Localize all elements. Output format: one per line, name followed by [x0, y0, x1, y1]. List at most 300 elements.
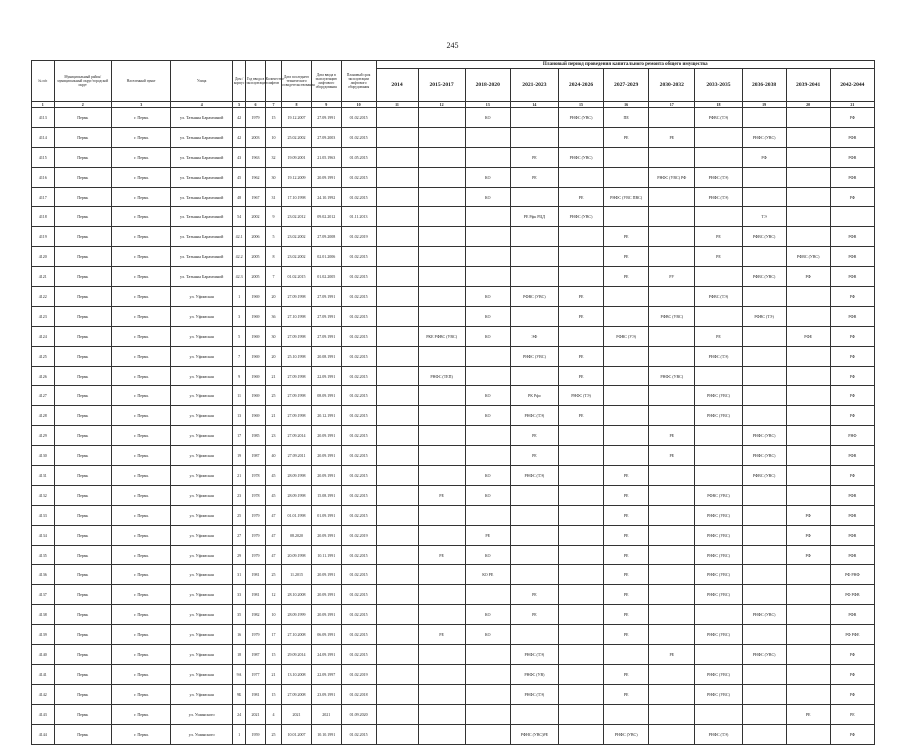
date-commission-cell: 02.01.2006 — [311, 247, 341, 267]
district-cell: Пермь — [54, 287, 111, 307]
street-cell: ул. Уфимская — [171, 565, 233, 585]
period-end-cell: 01.05.2015 — [341, 147, 376, 167]
period-cell — [786, 287, 830, 307]
period-cell — [418, 306, 465, 326]
date-commission-cell: 24.09.1991 — [311, 645, 341, 665]
period-cell — [418, 108, 465, 128]
district-cell: Пермь — [54, 645, 111, 665]
date-commission-cell: 21.05.1963 — [311, 147, 341, 167]
street-cell: ул. Уфимская — [171, 426, 233, 446]
street-cell: ул. Татьяны Барамзиной — [171, 167, 233, 187]
district-cell: Пермь — [54, 108, 111, 128]
period-cell: РЕ — [604, 505, 649, 525]
period-cell: РФ — [830, 326, 874, 346]
period-cell: РФВ — [830, 446, 874, 466]
period-cell — [604, 287, 649, 307]
header-year-built: Год ввода в эксплуатацию — [246, 61, 265, 102]
period-cell: РНФС (УВС) — [695, 545, 742, 565]
period-cell: РФ — [830, 406, 874, 426]
period-cell — [376, 366, 418, 386]
locality-cell: г. Пермь — [111, 645, 170, 665]
year-built-cell: 1979 — [246, 108, 265, 128]
table-row — [32, 207, 875, 227]
district-cell: Пермь — [54, 446, 111, 466]
period-end-cell: 01.02.2015 — [341, 625, 376, 645]
date-commission-cell: 27.09.1991 — [311, 108, 341, 128]
period-cell — [604, 645, 649, 665]
period-cell — [510, 485, 558, 505]
period-cell: РНФС (УВС) — [742, 446, 786, 466]
header-year-period: 2027-2029 — [604, 69, 649, 102]
district-cell: Пермь — [54, 127, 111, 147]
period-cell: РНФС (ТЭ) — [695, 167, 742, 187]
period-cell — [418, 585, 465, 605]
date-commission-cell: 20.09.1991 — [311, 446, 341, 466]
period-cell: РФ — [830, 187, 874, 207]
period-cell — [649, 605, 695, 625]
period-cell: РНФС (УВС) — [742, 645, 786, 665]
locality-cell: г. Пермь — [111, 287, 170, 307]
period-cell — [742, 485, 786, 505]
locality-cell: г. Пермь — [111, 167, 170, 187]
period-cell — [465, 346, 510, 366]
locality-cell: г. Пермь — [111, 127, 170, 147]
district-cell: Пермь — [54, 306, 111, 326]
table-row — [32, 306, 875, 326]
column-number: 17 — [649, 102, 695, 108]
period-cell: РЕ — [604, 605, 649, 625]
header-date-inspection: Дата последнего технического освидетельствования — [282, 61, 312, 102]
row-number: 4135 — [32, 545, 55, 565]
date-commission-cell: 23.09.1991 — [311, 684, 341, 704]
table-row — [32, 724, 875, 744]
period-cell: РФ — [830, 724, 874, 744]
period-end-cell: 01.02.2015 — [341, 386, 376, 406]
street-cell: ул. Татьяны Барамзиной — [171, 267, 233, 287]
street-cell: ул. Уфимская — [171, 505, 233, 525]
district-cell: Пермь — [54, 605, 111, 625]
period-cell — [559, 267, 604, 287]
elevator-count-cell: 15 — [265, 684, 281, 704]
locality-cell: г. Пермь — [111, 207, 170, 227]
period-cell: РНФС (УВС) — [559, 147, 604, 167]
table-row — [32, 187, 875, 207]
header-year-period: 2039-2041 — [786, 69, 830, 102]
district-cell: Пермь — [54, 366, 111, 386]
period-cell — [604, 426, 649, 446]
period-cell — [786, 147, 830, 167]
date-inspection-cell: 27.09.1998 — [282, 326, 312, 346]
period-cell — [786, 366, 830, 386]
column-number: 1 — [32, 102, 55, 108]
period-cell — [418, 386, 465, 406]
period-cell: РФВС (УВС) — [742, 466, 786, 486]
period-cell — [376, 127, 418, 147]
header-period-title: Плановый период проведения капитального ремонта общего имущества — [376, 61, 875, 69]
period-cell — [376, 287, 418, 307]
year-built-cell: 1981 — [246, 585, 265, 605]
period-cell — [742, 545, 786, 565]
period-cell — [649, 704, 695, 724]
period-cell — [418, 287, 465, 307]
period-cell — [418, 466, 465, 486]
period-cell — [649, 585, 695, 605]
period-cell — [559, 605, 604, 625]
period-cell: РЕ — [510, 446, 558, 466]
table-row — [32, 684, 875, 704]
period-cell: РНФС (УВС) — [559, 108, 604, 128]
row-number: 4141 — [32, 664, 55, 684]
locality-cell: г. Пермь — [111, 386, 170, 406]
house-cell: 31 — [232, 565, 245, 585]
header-elevator-count: Количество лифтов — [265, 61, 281, 102]
period-cell — [786, 127, 830, 147]
period-cell: РФ РФЕ — [830, 625, 874, 645]
house-cell: 17 — [232, 426, 245, 446]
period-cell — [649, 247, 695, 267]
period-cell — [695, 704, 742, 724]
street-cell: ул. Уфимская — [171, 366, 233, 386]
period-cell — [742, 247, 786, 267]
period-cell — [604, 406, 649, 426]
period-cell — [418, 247, 465, 267]
elevator-count-cell: 25 — [265, 386, 281, 406]
row-number: 4119 — [32, 227, 55, 247]
period-cell — [649, 625, 695, 645]
period-cell — [465, 207, 510, 227]
period-end-cell: 01.02.2015 — [341, 127, 376, 147]
period-cell — [649, 505, 695, 525]
period-cell — [742, 625, 786, 645]
row-number: 4116 — [32, 167, 55, 187]
period-cell — [786, 565, 830, 585]
locality-cell: г. Пермь — [111, 108, 170, 128]
period-cell: КО — [465, 287, 510, 307]
elevator-count-cell: 31 — [265, 187, 281, 207]
period-cell — [649, 187, 695, 207]
table-row — [32, 287, 875, 307]
period-cell: РЕ — [604, 127, 649, 147]
period-cell — [786, 466, 830, 486]
period-cell: РФВ — [830, 167, 874, 187]
period-cell — [376, 625, 418, 645]
header-year-period: 2030-2032 — [649, 69, 695, 102]
period-cell — [376, 406, 418, 426]
period-cell — [604, 147, 649, 167]
house-cell: 1 — [232, 724, 245, 744]
year-built-cell: 1969 — [246, 306, 265, 326]
period-cell — [786, 426, 830, 446]
date-inspection-cell: 28.09.1999 — [282, 605, 312, 625]
period-end-cell: 01.02.2015 — [341, 247, 376, 267]
street-cell: ул. Татьяны Барамзиной — [171, 108, 233, 128]
district-cell: Пермь — [54, 704, 111, 724]
header-row-title — [32, 61, 875, 69]
column-number: 3 — [111, 102, 170, 108]
house-cell: 13 — [232, 406, 245, 426]
row-number: 4132 — [32, 485, 55, 505]
header-street: Улица — [171, 61, 233, 102]
elevator-count-cell: 30 — [265, 326, 281, 346]
period-cell — [742, 187, 786, 207]
period-cell: РУ — [649, 267, 695, 287]
period-cell: РЕ — [649, 446, 695, 466]
period-cell — [376, 426, 418, 446]
period-cell: РНФС (УВС) РФ — [649, 167, 695, 187]
house-cell: 45 — [232, 167, 245, 187]
period-cell — [418, 167, 465, 187]
street-cell: ул. Уфимская — [171, 645, 233, 665]
period-cell — [786, 167, 830, 187]
house-cell: 9 — [232, 366, 245, 386]
table-row — [32, 605, 875, 625]
street-cell: ул. Татьяны Барамзиной — [171, 247, 233, 267]
period-cell — [418, 446, 465, 466]
period-cell: РЕ — [649, 426, 695, 446]
period-cell — [376, 704, 418, 724]
period-cell: РЕ — [604, 585, 649, 605]
date-inspection-cell: 28.10.2008 — [282, 585, 312, 605]
period-cell — [742, 366, 786, 386]
period-cell: РНФС (ТЕП) — [418, 366, 465, 386]
period-cell — [559, 664, 604, 684]
period-cell — [830, 207, 874, 227]
period-cell — [465, 684, 510, 704]
period-cell — [695, 306, 742, 326]
period-cell — [742, 704, 786, 724]
period-cell — [649, 406, 695, 426]
table-row — [32, 664, 875, 684]
district-cell: Пермь — [54, 625, 111, 645]
year-built-cell: 1987 — [246, 645, 265, 665]
period-cell: РФВС (УЭ) — [604, 326, 649, 346]
street-cell: ул. Татьяны Барамзиной — [171, 147, 233, 167]
period-cell: КО — [465, 466, 510, 486]
district-cell: Пермь — [54, 585, 111, 605]
page-number: 245 — [446, 41, 459, 50]
period-cell — [742, 664, 786, 684]
period-cell: РФ — [830, 645, 874, 665]
period-cell: РЕ — [465, 525, 510, 545]
period-end-cell: 01.02.2015 — [341, 406, 376, 426]
district-cell: Пермь — [54, 525, 111, 545]
elevator-count-cell: 17 — [265, 625, 281, 645]
period-cell — [649, 207, 695, 227]
period-cell — [376, 346, 418, 366]
elevator-count-cell: 25 — [265, 724, 281, 744]
period-cell — [742, 724, 786, 744]
period-cell: РФ — [830, 684, 874, 704]
period-cell: РФ — [830, 386, 874, 406]
period-cell: РНФС (УВС) — [695, 585, 742, 605]
period-cell — [376, 585, 418, 605]
locality-cell: г. Пермь — [111, 406, 170, 426]
period-cell — [786, 485, 830, 505]
locality-cell: г. Пермь — [111, 346, 170, 366]
street-cell: ул. Уфимская — [171, 386, 233, 406]
period-cell — [649, 386, 695, 406]
house-cell: 33 — [232, 585, 245, 605]
period-cell — [510, 267, 558, 287]
street-cell: ул. Уфимская — [171, 406, 233, 426]
period-cell — [376, 267, 418, 287]
year-built-cell: 1969 — [246, 326, 265, 346]
period-cell — [695, 207, 742, 227]
period-cell — [742, 406, 786, 426]
period-cell — [510, 704, 558, 724]
house-cell: 42.2 — [232, 247, 245, 267]
row-number: 4117 — [32, 187, 55, 207]
date-inspection-cell: 27.09.1998 — [282, 386, 312, 406]
period-cell — [510, 545, 558, 565]
period-cell: КО — [465, 545, 510, 565]
elevator-count-cell: 32 — [265, 147, 281, 167]
year-built-cell: 1969 — [246, 386, 265, 406]
header-house: Дом / корпус — [232, 61, 245, 102]
period-cell: РЕ — [649, 127, 695, 147]
district-cell: Пермь — [54, 386, 111, 406]
period-cell — [695, 645, 742, 665]
date-commission-cell: 20.09.1991 — [311, 565, 341, 585]
locality-cell: г. Пермь — [111, 267, 170, 287]
period-cell: РЕ — [695, 227, 742, 247]
period-cell — [604, 446, 649, 466]
date-commission-cell: 27.09.1991 — [311, 306, 341, 326]
locality-cell: г. Пермь — [111, 485, 170, 505]
period-cell — [465, 127, 510, 147]
row-number: 4126 — [32, 366, 55, 386]
period-cell: РФВ — [830, 267, 874, 287]
period-cell: РЕ — [604, 466, 649, 486]
period-cell — [649, 326, 695, 346]
header-year-period: 2018-2020 — [465, 69, 510, 102]
header-year-period: 2015-2017 — [418, 69, 465, 102]
row-number: 4136 — [32, 565, 55, 585]
period-cell: РНФС (УВС) — [742, 127, 786, 147]
header-year-period: 2021-2023 — [510, 69, 558, 102]
period-cell: РЕ — [418, 625, 465, 645]
period-cell: РЕ — [510, 167, 558, 187]
period-cell — [742, 167, 786, 187]
period-cell: РНФС (УВС ПВС) — [604, 187, 649, 207]
period-cell: РНФС (ТЭ) — [510, 645, 558, 665]
elevator-count-cell: 23 — [265, 426, 281, 446]
date-inspection-cell: 19.12.2007 — [282, 108, 312, 128]
locality-cell: г. Пермь — [111, 545, 170, 565]
header-num: № п/п — [32, 61, 55, 102]
period-cell — [559, 645, 604, 665]
period-cell: КО — [465, 406, 510, 426]
year-built-cell: 1977 — [246, 664, 265, 684]
district-cell: Пермь — [54, 466, 111, 486]
district-cell: Пермь — [54, 545, 111, 565]
period-cell: РФВ — [830, 306, 874, 326]
period-cell: РЕ — [510, 585, 558, 605]
date-commission-cell: 20.08.1991 — [311, 346, 341, 366]
street-cell: ул. Татьяны Барамзиной — [171, 127, 233, 147]
period-cell — [786, 585, 830, 605]
period-cell — [376, 724, 418, 744]
period-end-cell: 01.02.2015 — [341, 287, 376, 307]
period-cell — [510, 525, 558, 545]
date-inspection-cell: 08.2020 — [282, 525, 312, 545]
period-cell: РНФС (ТЭ) — [510, 406, 558, 426]
period-cell: РЕ — [604, 565, 649, 585]
header-year-period: 2024-2026 — [559, 69, 604, 102]
period-cell: РНФС (УВ) — [510, 664, 558, 684]
period-cell — [559, 326, 604, 346]
period-cell — [559, 485, 604, 505]
street-cell: ул. Уфимская — [171, 346, 233, 366]
period-cell: РФВС (УВС) — [695, 485, 742, 505]
district-cell: Пермь — [54, 426, 111, 446]
period-cell: РФ РФВ — [830, 585, 874, 605]
table-row — [32, 505, 875, 525]
period-cell — [695, 446, 742, 466]
period-cell: РФВ — [830, 147, 874, 167]
date-commission-cell: 20.09.1991 — [311, 167, 341, 187]
locality-cell: г. Пермь — [111, 326, 170, 346]
date-inspection-cell: 27.09.2008 — [282, 684, 312, 704]
period-cell: РНФС (ТЭ) — [510, 466, 558, 486]
period-end-cell: 01.02.2015 — [341, 645, 376, 665]
period-cell: РНФС (ТЭ) — [510, 684, 558, 704]
house-cell: 19 — [232, 446, 245, 466]
locality-cell: г. Пермь — [111, 684, 170, 704]
period-end-cell: 01.02.2015 — [341, 485, 376, 505]
house-cell: 42 — [232, 108, 245, 128]
period-cell — [465, 267, 510, 287]
period-cell: РФВ — [830, 545, 874, 565]
street-cell: ул. Татьяны Барамзиной — [171, 227, 233, 247]
date-commission-cell: 20.12.1991 — [311, 406, 341, 426]
period-cell — [418, 406, 465, 426]
period-cell: КО — [465, 386, 510, 406]
period-cell: РФВС (ТЭ) — [695, 108, 742, 128]
period-end-cell: 01.02.2015 — [341, 306, 376, 326]
street-cell: ул. Уфимская — [171, 684, 233, 704]
district-cell: Пермь — [54, 485, 111, 505]
row-number: 4144 — [32, 724, 55, 744]
date-inspection-cell: 13.10.2008 — [282, 664, 312, 684]
period-cell — [376, 485, 418, 505]
street-cell: ул. Уфимская — [171, 545, 233, 565]
period-cell — [559, 167, 604, 187]
table-row — [32, 127, 875, 147]
period-cell: РФВ — [830, 525, 874, 545]
period-cell — [376, 446, 418, 466]
date-inspection-cell: 23.02.2002 — [282, 247, 312, 267]
table-row — [32, 585, 875, 605]
period-cell — [786, 446, 830, 466]
elevator-count-cell: 20 — [265, 346, 281, 366]
year-built-cell: 1979 — [246, 505, 265, 525]
period-cell — [510, 505, 558, 525]
period-cell — [559, 565, 604, 585]
district-cell: Пермь — [54, 724, 111, 744]
year-built-cell: 1962 — [246, 167, 265, 187]
elevator-count-cell: 7 — [265, 267, 281, 287]
locality-cell: г. Пермь — [111, 366, 170, 386]
year-built-cell: 1959 — [246, 724, 265, 744]
header-district: Муниципальный район/муниципальный округ/городской округ — [54, 61, 111, 102]
period-cell — [510, 366, 558, 386]
year-built-cell: 2002 — [246, 207, 265, 227]
period-cell: РЕ — [559, 306, 604, 326]
table-row — [32, 446, 875, 466]
street-cell: ул. Татьяны Барамзиной — [171, 207, 233, 227]
table-row — [32, 346, 875, 366]
